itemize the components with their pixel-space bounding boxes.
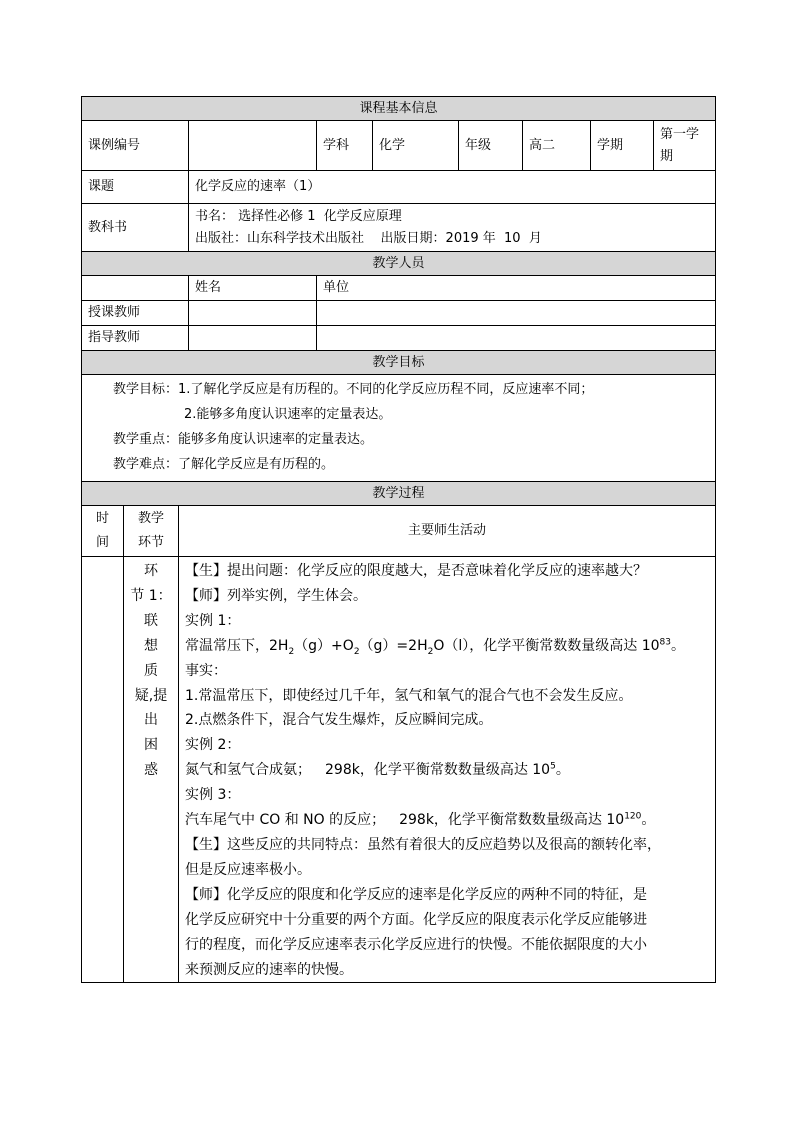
activity-line: 实例 3： [185,787,241,804]
mentor-row [82,326,716,351]
activity-line: 【生】提出问题：化学反应的限度越大，是否意味着化学反应的速率越大？ [185,563,647,579]
activity-line: 【生】这些反应的共同特点：虽然有着很大的反应趋势以及很高的额转化率， [185,836,661,853]
text-run: O（l），化学平衡常数数量级高达 10 [433,637,660,654]
stage-line: 质 [144,662,158,679]
reaction-line-1 [185,634,709,659]
text-run: 氮气和氢气合成氨； [185,762,311,779]
semester-label: 学期 [591,121,654,171]
stage-line: 困 [144,737,158,754]
stage-line: 疑,提 [134,687,168,704]
case-no-value [189,121,317,171]
stage-line: 惑 [144,762,158,779]
topic-value: 化学反应的速率（1） [189,171,716,204]
semester-value [654,121,716,171]
staff-blank-header [82,276,189,301]
activity-line: 实例 1： [185,612,241,629]
objectives-row [82,375,716,482]
text-run: 汽车尾气中 CO 和 NO 的反应； [185,812,386,829]
activity-line: 【师】列举实例，学生体会。 [185,587,367,604]
stage-line: 联 [144,612,158,629]
superscript: 120 [624,811,642,822]
grade-value: 高二 [523,121,591,171]
activity-line: 1.常温常压下，即使经过几千年，氢气和氧气的混合气也不会发生反应。 [185,687,633,704]
objectives-header-row [82,351,716,375]
reaction-line-3 [185,808,709,833]
stage-line: 想 [144,637,158,654]
mentor-label: 指导教师 [82,326,189,351]
teacher-label: 授课教师 [82,301,189,326]
stage-header-2: 环节 [137,535,164,550]
staff-title: 教学人员 [82,252,716,276]
activity-line: 但是反应速率极小。 [185,861,311,878]
difficulty-label: 教学难点： [112,457,178,472]
mentor-name [189,326,317,351]
course-info-title: 课程基本信息 [82,97,716,121]
course-info-header-row [82,97,716,121]
time-header [82,506,124,557]
text-run: 。 [555,762,570,779]
process-columns-row [82,506,716,557]
case-no-label: 课例编号 [82,121,189,171]
difficulty-value: 了解化学反应是有历程的。 [178,457,335,472]
goal-line-2: 2.能够多角度认识速率的定量表达。 [184,407,392,422]
text-run: 。 [641,812,656,829]
subscript: 2 [353,646,360,657]
topic-label: 课题 [82,171,189,204]
activity-line: 2.点燃条件下，混合气发生爆炸，反应瞬间完成。 [185,712,493,729]
key-value: 能够多角度认识速率的定量表达。 [178,432,374,447]
time-cell [82,557,124,983]
topic-row [82,171,716,204]
textbook-value [189,204,716,252]
text-run: 298k，化学平衡常数数量级高达 10 [325,762,551,779]
key-label: 教学重点： [112,432,178,447]
stage-line: 出 [144,712,158,729]
activity-cell [179,557,716,983]
grade-label: 年级 [459,121,523,171]
time-header-2: 间 [95,535,109,550]
stage-line: 节 1： [130,587,172,604]
stage-line: 环 [144,563,158,579]
text-run: （g）+O [294,637,354,654]
text-run: 298k，化学平衡常数数量级高达 10 [399,812,625,829]
teacher-row [82,301,716,326]
stage-cell [124,557,179,983]
subscript: 2 [288,646,295,657]
publish-date: 出版日期：2019 年 10 月 [380,230,542,246]
activity-line: 事实： [185,662,227,679]
activity-line: 实例 2： [185,737,241,754]
objectives-content [82,375,716,482]
superscript: 83 [659,637,671,648]
process-title: 教学过程 [82,482,716,506]
time-header-1: 时 [95,511,109,526]
process-body-row [82,557,716,983]
textbook-label: 教科书 [82,204,189,252]
lesson-plan-sheet [81,96,715,983]
activity-line: 化学反应研究中十分重要的两个方面。化学反应的限度表示化学反应能够进 [185,911,647,928]
activity-line: 行的程度，而化学反应速率表示化学反应进行的快慢。不能依据限度的大小 [185,936,647,953]
course-info-row [82,121,716,171]
text-run: （g）=2H [359,637,428,654]
name-header: 姓名 [189,276,317,301]
objectives-title: 教学目标 [82,351,716,375]
reaction-line-2 [185,758,709,783]
textbook-row [82,204,716,252]
difficulty-line [88,452,709,477]
key-point-line [88,427,709,452]
goal-label: 教学目标： [112,382,178,397]
staff-header-row [82,252,716,276]
semester-value-line2: 期 [660,148,674,164]
mentor-unit [317,326,716,351]
activity-line: 来预测反应的速率的快慢。 [185,961,353,978]
unit-header: 单位 [317,276,716,301]
activity-header: 主要师生活动 [179,506,716,557]
stage-header [124,506,179,557]
text-run: 常温常压下，2H [185,637,289,654]
lesson-plan-table [81,96,716,983]
textbook-publish-line [195,228,709,250]
semester-value-line1: 第一学 [660,126,700,142]
subject-value: 化学 [373,121,459,171]
activity-line: 【师】化学反应的限度和化学反应的速率是化学反应的两种不同的特征，是 [185,886,647,903]
textbook-title: 书名： 选择性必修 1 化学反应原理 [195,208,402,224]
text-run: 。 [670,637,685,654]
subscript: 2 [427,646,434,657]
subject-label: 学科 [317,121,373,171]
stage-header-1: 教学 [137,511,164,526]
staff-columns-row [82,276,716,301]
teacher-unit [317,301,716,326]
publisher: 出版社：山东科学技术出版社 [195,230,365,246]
goal-line-1 [88,377,709,402]
superscript: 5 [550,761,556,772]
goal-1: 1.了解化学反应是有历程的。不同的化学反应历程不同，反应速率不同； [178,382,594,397]
process-header-row [82,482,716,506]
teacher-name [189,301,317,326]
